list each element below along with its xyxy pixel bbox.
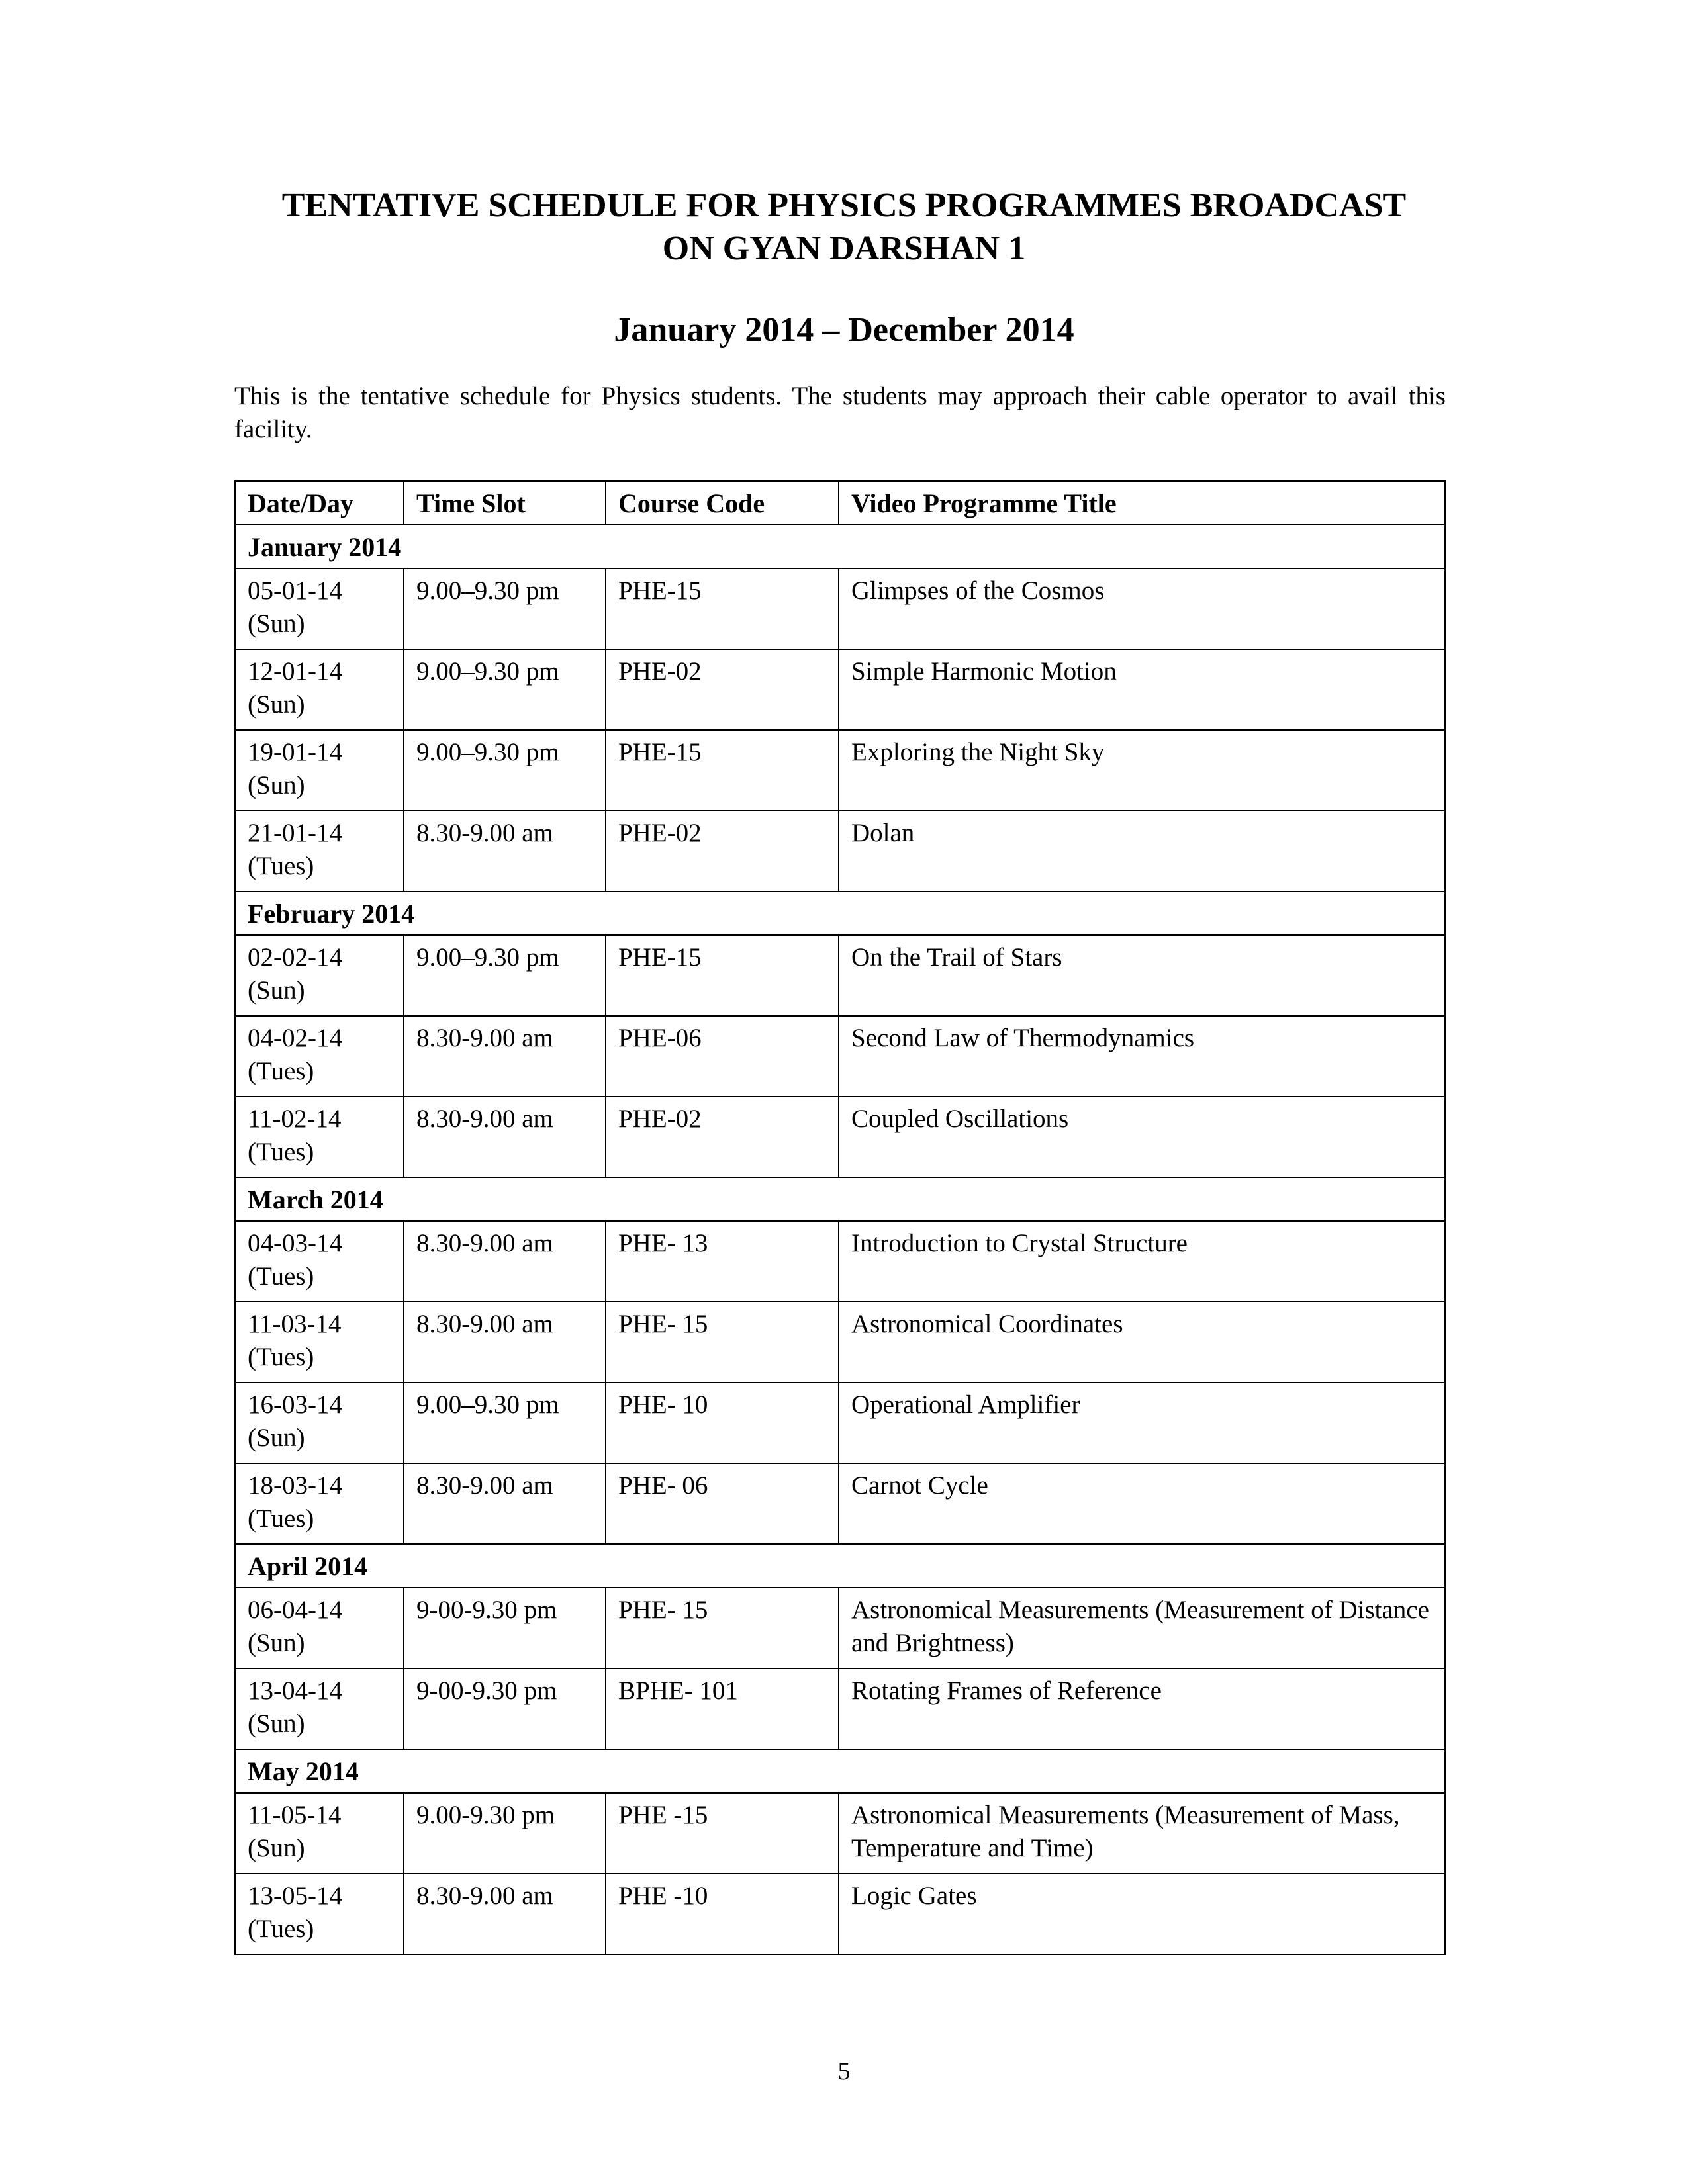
- programme-title-cell: Carnot Cycle: [839, 1463, 1445, 1544]
- date-text: 13-05-14: [248, 1882, 342, 1910]
- course-code-cell: PHE-02: [606, 811, 839, 891]
- month-row: [235, 1749, 1445, 1793]
- course-code-cell: PHE- 13: [606, 1221, 839, 1302]
- header-time-slot: Time Slot: [404, 481, 606, 525]
- header-date-day: Date/Day: [235, 481, 404, 525]
- date-text: 11-03-14: [248, 1310, 342, 1338]
- programme-title-cell: Coupled Oscillations: [839, 1097, 1445, 1177]
- header-course-code: Course Code: [606, 481, 839, 525]
- programme-title-cell: Simple Harmonic Motion: [839, 649, 1445, 730]
- date-day-cell: [235, 1793, 404, 1874]
- programme-title-cell: Astronomical Measurements (Measurement of Mass, Temperature and Time): [839, 1793, 1445, 1874]
- programme-title-cell: Astronomical Measurements (Measurement of Distance and Brightness): [839, 1588, 1445, 1668]
- time-slot-cell: 9-00-9.30 pm: [404, 1668, 606, 1749]
- day-text: (Sun): [248, 771, 305, 799]
- month-row: [235, 891, 1445, 935]
- page-number: 5: [837, 2058, 851, 2085]
- day-text: (Sun): [248, 1709, 305, 1738]
- course-code-cell: PHE-02: [606, 1097, 839, 1177]
- time-slot-cell: 9-00-9.30 pm: [404, 1588, 606, 1668]
- date-day-cell: [235, 1302, 404, 1383]
- date-text: 13-04-14: [248, 1676, 342, 1705]
- time-slot-cell: 9.00–9.30 pm: [404, 569, 606, 649]
- time-slot-cell: 8.30-9.00 am: [404, 1302, 606, 1383]
- month-row: [235, 1544, 1445, 1588]
- date-day-cell: [235, 730, 404, 811]
- table-row: [235, 1016, 1445, 1097]
- date-text: 05-01-14: [248, 576, 342, 605]
- date-text: 21-01-14: [248, 819, 342, 847]
- table-header-row: [235, 481, 1445, 525]
- course-code-cell: PHE-02: [606, 649, 839, 730]
- programme-title-cell: Dolan: [839, 811, 1445, 891]
- day-text: (Sun): [248, 610, 305, 638]
- day-text: (Tues): [248, 1343, 314, 1371]
- date-text: 12-01-14: [248, 657, 342, 686]
- table-row: [235, 935, 1445, 1016]
- date-text: 11-05-14: [248, 1801, 342, 1829]
- time-slot-cell: 8.30-9.00 am: [404, 1874, 606, 1954]
- programme-title-cell: Introduction to Crystal Structure: [839, 1221, 1445, 1302]
- table-row: [235, 730, 1445, 811]
- programme-title-cell: Logic Gates: [839, 1874, 1445, 1954]
- programme-title-cell: Exploring the Night Sky: [839, 730, 1445, 811]
- document-title-line-1: TENTATIVE SCHEDULE FOR PHYSICS PROGRAMMES BROADCAST: [281, 187, 1407, 224]
- date-day-cell: [235, 1668, 404, 1749]
- date-range-heading: January 2014 – December 2014: [614, 311, 1074, 349]
- date-text: 16-03-14: [248, 1390, 342, 1419]
- time-slot-cell: 9.00-9.30 pm: [404, 1793, 606, 1874]
- month-label: February 2014: [235, 891, 1445, 935]
- time-slot-cell: 8.30-9.00 am: [404, 1221, 606, 1302]
- month-label: May 2014: [235, 1749, 1445, 1793]
- course-code-cell: PHE -10: [606, 1874, 839, 1954]
- month-row: [235, 1177, 1445, 1221]
- time-slot-cell: 8.30-9.00 am: [404, 811, 606, 891]
- table-row: [235, 1383, 1445, 1463]
- course-code-cell: PHE-15: [606, 730, 839, 811]
- month-row: [235, 525, 1445, 569]
- schedule-body: [235, 525, 1445, 1954]
- course-code-cell: PHE- 10: [606, 1383, 839, 1463]
- day-text: (Sun): [248, 1629, 305, 1657]
- course-code-cell: PHE- 15: [606, 1302, 839, 1383]
- header-programme-title: Video Programme Title: [839, 481, 1445, 525]
- date-day-cell: [235, 1588, 404, 1668]
- date-text: 19-01-14: [248, 738, 342, 766]
- month-label: April 2014: [235, 1544, 1445, 1588]
- time-slot-cell: 9.00–9.30 pm: [404, 1383, 606, 1463]
- course-code-cell: PHE-06: [606, 1016, 839, 1097]
- course-code-cell: BPHE- 101: [606, 1668, 839, 1749]
- table-row: [235, 1874, 1445, 1954]
- table-row: [235, 1097, 1445, 1177]
- day-text: (Sun): [248, 1834, 305, 1862]
- date-day-cell: [235, 569, 404, 649]
- date-text: 04-02-14: [248, 1024, 342, 1052]
- time-slot-cell: 8.30-9.00 am: [404, 1016, 606, 1097]
- day-text: (Sun): [248, 690, 305, 719]
- date-text: 18-03-14: [248, 1471, 342, 1500]
- table-row: [235, 1463, 1445, 1544]
- course-code-cell: PHE-15: [606, 569, 839, 649]
- programme-title-cell: On the Trail of Stars: [839, 935, 1445, 1016]
- table-row: [235, 649, 1445, 730]
- time-slot-cell: 9.00–9.30 pm: [404, 730, 606, 811]
- date-day-cell: [235, 935, 404, 1016]
- course-code-cell: PHE- 15: [606, 1588, 839, 1668]
- day-text: (Sun): [248, 1424, 305, 1452]
- table-row: [235, 1668, 1445, 1749]
- date-text: 02-02-14: [248, 943, 342, 972]
- programme-title-cell: Astronomical Coordinates: [839, 1302, 1445, 1383]
- date-day-cell: [235, 1097, 404, 1177]
- programme-title-cell: Operational Amplifier: [839, 1383, 1445, 1463]
- document-title-line-2: ON GYAN DARSHAN 1: [662, 230, 1026, 267]
- date-text: 11-02-14: [248, 1105, 342, 1133]
- table-row: [235, 1793, 1445, 1874]
- time-slot-cell: 8.30-9.00 am: [404, 1463, 606, 1544]
- time-slot-cell: 9.00–9.30 pm: [404, 649, 606, 730]
- day-text: (Tues): [248, 1504, 314, 1533]
- month-label: January 2014: [235, 525, 1445, 569]
- date-day-cell: [235, 811, 404, 891]
- date-day-cell: [235, 649, 404, 730]
- day-text: (Tues): [248, 852, 314, 880]
- date-day-cell: [235, 1221, 404, 1302]
- table-row: [235, 1221, 1445, 1302]
- month-label: March 2014: [235, 1177, 1445, 1221]
- date-text: 04-03-14: [248, 1229, 342, 1257]
- date-day-cell: [235, 1463, 404, 1544]
- time-slot-cell: 9.00–9.30 pm: [404, 935, 606, 1016]
- programme-title-cell: Rotating Frames of Reference: [839, 1668, 1445, 1749]
- day-text: (Tues): [248, 1915, 314, 1943]
- programme-title-cell: Second Law of Thermodynamics: [839, 1016, 1445, 1097]
- date-day-cell: [235, 1016, 404, 1097]
- day-text: (Tues): [248, 1057, 314, 1085]
- date-text: 06-04-14: [248, 1596, 342, 1624]
- day-text: (Tues): [248, 1262, 314, 1291]
- date-day-cell: [235, 1383, 404, 1463]
- day-text: (Tues): [248, 1138, 314, 1166]
- table-row: [235, 1588, 1445, 1668]
- schedule-table: [234, 480, 1446, 1955]
- course-code-cell: PHE-15: [606, 935, 839, 1016]
- table-row: [235, 1302, 1445, 1383]
- day-text: (Sun): [248, 976, 305, 1005]
- intro-paragraph: This is the tentative schedule for Physics students. The students may approach their cable operator to avail this facility.: [234, 382, 1446, 443]
- table-row: [235, 569, 1445, 649]
- programme-title-cell: Glimpses of the Cosmos: [839, 569, 1445, 649]
- course-code-cell: PHE -15: [606, 1793, 839, 1874]
- date-day-cell: [235, 1874, 404, 1954]
- table-row: [235, 811, 1445, 891]
- time-slot-cell: 8.30-9.00 am: [404, 1097, 606, 1177]
- course-code-cell: PHE- 06: [606, 1463, 839, 1544]
